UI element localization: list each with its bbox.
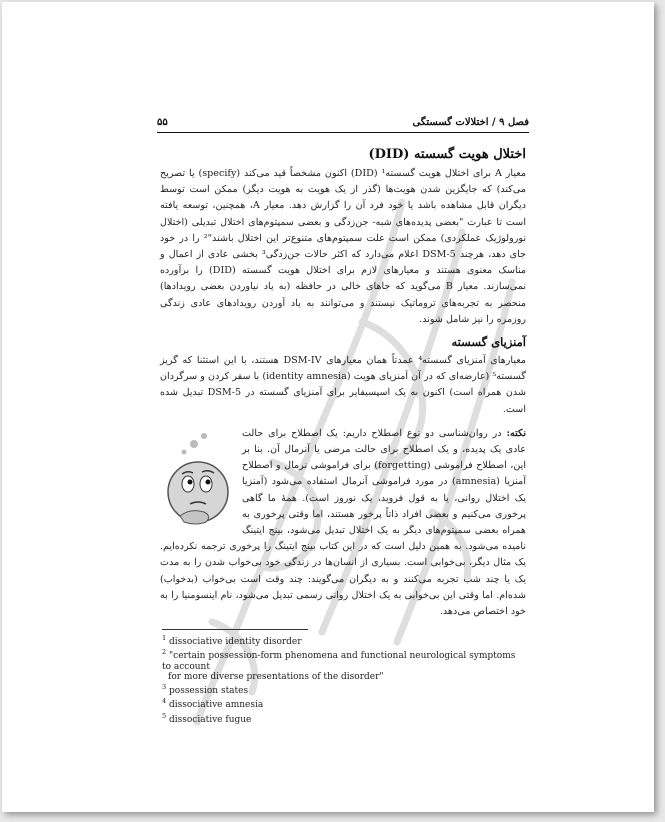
section-title: اختلال هویت گسسته (DID)	[368, 147, 526, 162]
footnote-item: $^2$ "certain possession-form phenomena and functional neurological symptoms to account	[162, 648, 516, 672]
footnote-rule	[162, 629, 308, 630]
footnote-item: $^4$ dissociative amnesia	[162, 697, 264, 711]
page-content	[160, 146, 526, 620]
footnote-item: $^3$ possession states	[162, 683, 249, 697]
thinking-face-icon	[160, 430, 236, 532]
subsection-paragraph: معیارهای آمنزیای گسسته⁴ عمدتاً همان معیارهای DSM-IV هستند، با این استثنا که گریز گسسته⁵ (عارضه‌ای که در آن آمنزیای هویت (identity amnesia) با سفر کردن و سرگردان شدن همراه است) اکنون به یک اسپسیفایر برای آمنزیای گسسته در DSM-5 تبدیل شده است.	[160, 355, 526, 415]
note-lead: نکته:	[506, 427, 526, 439]
chapter-title: فصل ۹ / اختلالات گسستگی	[412, 117, 529, 128]
note-text: در روان‌شناسی دو نوع اصطلاح داریم: یک اصطلاح برای حالت عادی یک پدیده، و یک اصطلاح برای حالت مرضی یا آنرمال آن. بنا بر این، اصطلاح فراموشی (forgetting) برای فراموشی نرمال و اصطلاح آمنزیا (amnesia) در مورد فراموشی آنرمال استفاده می‌شود (آمنزیا یک اختلال روانی، یا به قول فروید، یک نوروز است). همهٔ ما گاهی پرخوری می‌کنیم و بعضی افراد ذاتاً پرخور هستند، اما وقتی پرخوری به همراه بعضی سمپتوم‌های دیگر به یک اختلال تبدیل می‌شود، بینج ایتینگ نامیده می‌شود. به همین دلیل است که در این کتاب بینج ایتینگ را پرخوری ترجمه نکرده‌ایم. یک مثال دیگر، بی‌خوابی است. بسیاری از انسان‌ها در زندگی خود بی‌خواب شدن را به مدت یک یا چند شب تجربه می‌کنند و به دیگران می‌گویند: چند وقت است بی‌خواب (بدخواب) شده‌ام. اما وقتی این بی‌خوابی به یک اختلال روانی رسمی تبدیل می‌شود، نام اینسومنیا را به خود اختصاص می‌دهد.	[160, 427, 526, 618]
footnotes	[162, 629, 522, 725]
section-paragraph: معیار A برای اختلال هویت گسسته¹ (DID) اکنون مشخصاً قید می‌کند (specify) یا تصریح می‌کند) که جایگزین شدن هویت‌ها (گذر از یک هویت به هویت دیگر) ممکن است توسط دیگران قابل مشاهده باشد یا خود فرد آن را گزارش دهد. معیار A، همچنین، توسعه یافته است تا عبارت "بعضی پدیده‌های شبه- جن‌زدگی و بعضی سمپتوم‌های اختلال تبدیلی (اختلال نورولوژیک عملکردی) ممکن است علت سمپتوم‌های متنوع‌تر این اختلال باشند"² را در خود جای دهد، هرچند DSM-5 اعلام می‌دارد که اکثر حالات جن‌زدگی³ بخشی عادی از اعمال و مناسک معنوی هستند و معیارهای لازم برای اختلال هویت گسسته (DID) را برآورده نمی‌سازند. معیار B می‌گوید که جاهای خالی در حافظه (به یاد نیاوردن بعضی رویدادها) منحصر به تجربه‌های تروماتیک نیستند و می‌توانند به یاد آوردن رویدادهای عادی زندگی روزمره را نیز شامل شوند.	[160, 168, 526, 325]
page-number: ۵۵	[157, 117, 168, 128]
page-header	[157, 117, 529, 133]
footnote-item: $^5$ dissociative fugue	[162, 711, 252, 725]
footnote-continuation: for more diverse presentations of the disorder"	[168, 671, 384, 682]
document-page	[2, 2, 654, 812]
footnote-item: $^1$ dissociative identity disorder	[162, 634, 302, 647]
note-box	[160, 426, 526, 620]
subsection-title: آمنزیای گسسته	[451, 335, 526, 350]
